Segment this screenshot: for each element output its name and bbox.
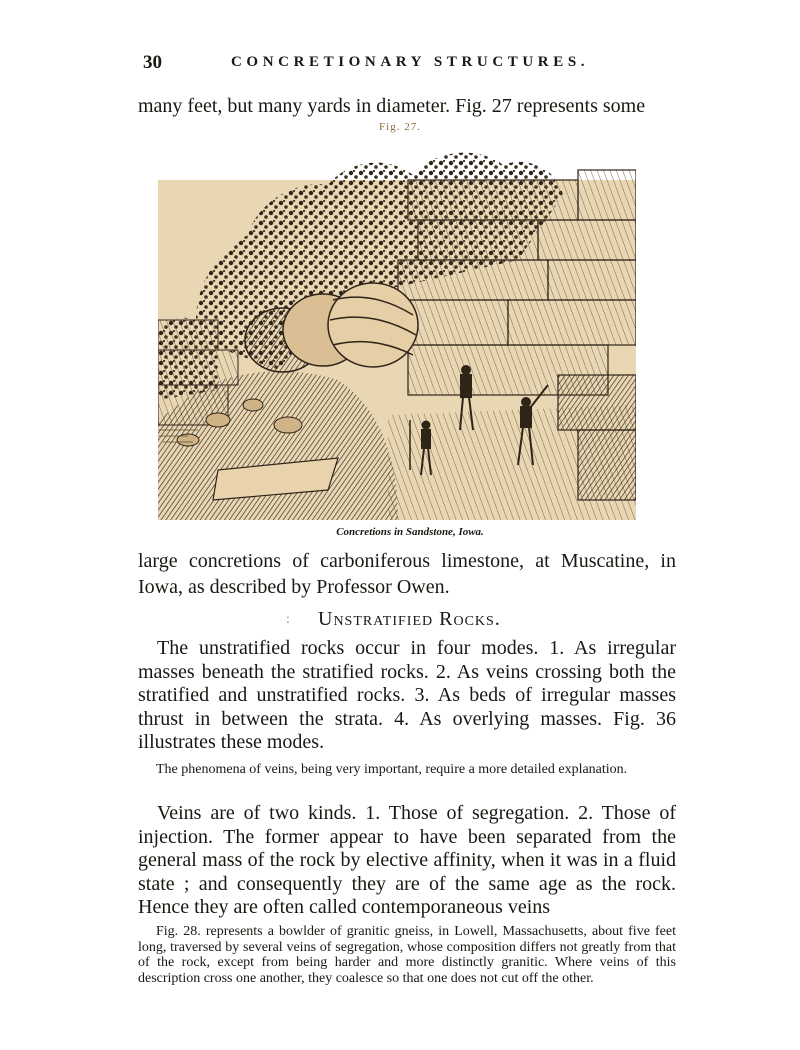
stone-wall	[388, 170, 636, 395]
paragraph-muscatine: large concretions of carboniferous limestone, at Muscatine, in Iowa, as described by Professor Owen.	[138, 550, 676, 598]
paragraph-four-modes: The unstratified rocks occur in four modes. 1. As irregular masses beneath the stratified rocks. 2. As veins crossing both the stratified and unstratified rocks. 3. As beds of irregular masses thrust in between the strata. 4. As overlying masses. Fig. 36 illustrates these modes.	[138, 637, 676, 753]
running-head: CONCRETIONARY STRUCTURES.	[231, 54, 590, 70]
page-number: 30	[143, 52, 162, 73]
section-heading: Unstratified Rocks.	[318, 608, 501, 630]
figure-caption: Concretions in Sandstone, Iowa.	[336, 526, 484, 538]
text-line-top: many feet, but many yards in diameter. Fig. 27 represents some	[138, 95, 646, 117]
engraving-illustration	[158, 140, 636, 520]
page-header	[143, 52, 673, 76]
figure-engraving	[158, 140, 636, 520]
figure-label: Fig. 27.	[379, 121, 421, 133]
figure-28-note: Fig. 28. represents a bowlder of granitic gneiss, in Lowell, Massachusetts, about five feet long, traversed by several veins of segregation, whose composition differs not greatly from that of the rock, except from being harder and more distinctly granitic. Where veins of this description cross one another, they coalesce so that one does not cut off the other.	[138, 924, 676, 986]
heading-mark: :	[286, 612, 290, 627]
paragraph-veins-note: The phenomena of veins, being very important, require a more detailed explanation.	[156, 762, 628, 777]
paragraph-veins: Veins are of two kinds. 1. Those of segregation. 2. Those of injection. The former appear to have been separated from the general mass of the rock by elective affinity, when it was in a fluid state ; and consequently they are of the same age as the rock. Hence they are often called contemporaneous veins	[138, 802, 676, 918]
